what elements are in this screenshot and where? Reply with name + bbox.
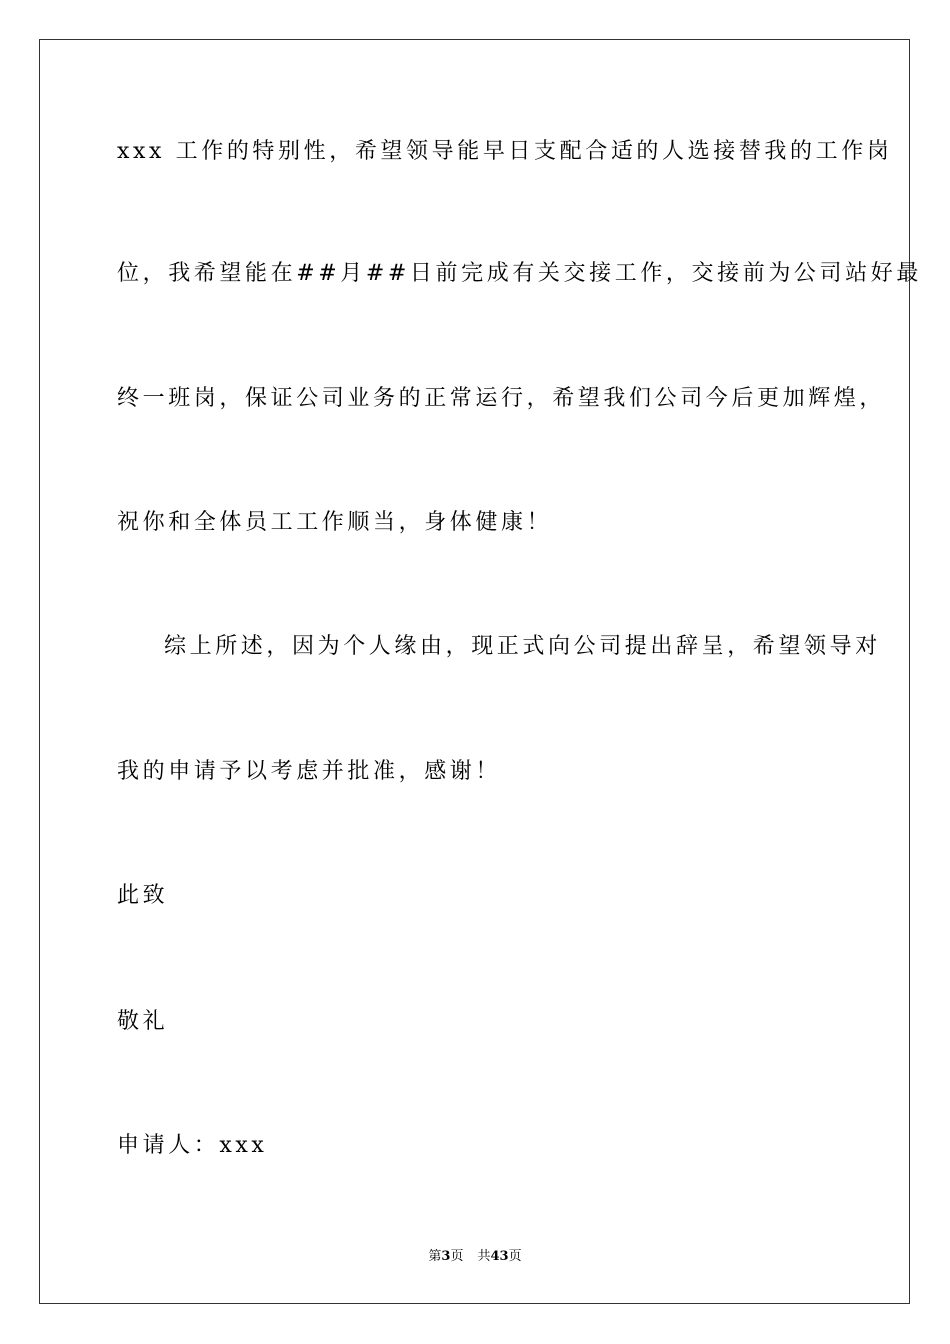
body-line-3: 终一班岗，保证公司业务的正常运行，希望我们公司今后更加辉煌， [117,386,886,411]
page-suffix: 页 [450,1249,464,1264]
total-prefix: 共 [477,1249,491,1264]
body-line-6: 我的申请予以考虑并批准，感谢！ [117,759,502,784]
closing-regards: 敬礼 [117,1009,169,1034]
body-line-1: xxx 工作的特别性，希望领导能早日支配合适的人选接替我的工作岗 [117,139,893,164]
page-prefix: 第 [428,1249,442,1264]
body-line-5: 综上所述，因为个人缘由，现正式向公司提出辞呈，希望领导对 [164,634,881,659]
applicant-signature: 申请人：xxx [117,1133,268,1158]
page-number: 3 [441,1249,451,1264]
closing-salutation: 此致 [117,883,169,908]
page-border [39,39,922,1304]
body-line-4: 祝你和全体员工工作顺当，身体健康！ [117,510,553,535]
body-line-2: 位，我希望能在##月##日前完成有关交接工作，交接前为公司站好最 [117,261,922,286]
total-suffix: 页 [508,1249,522,1264]
page-footer [0,1248,950,1266]
total-pages: 43 [490,1249,509,1264]
